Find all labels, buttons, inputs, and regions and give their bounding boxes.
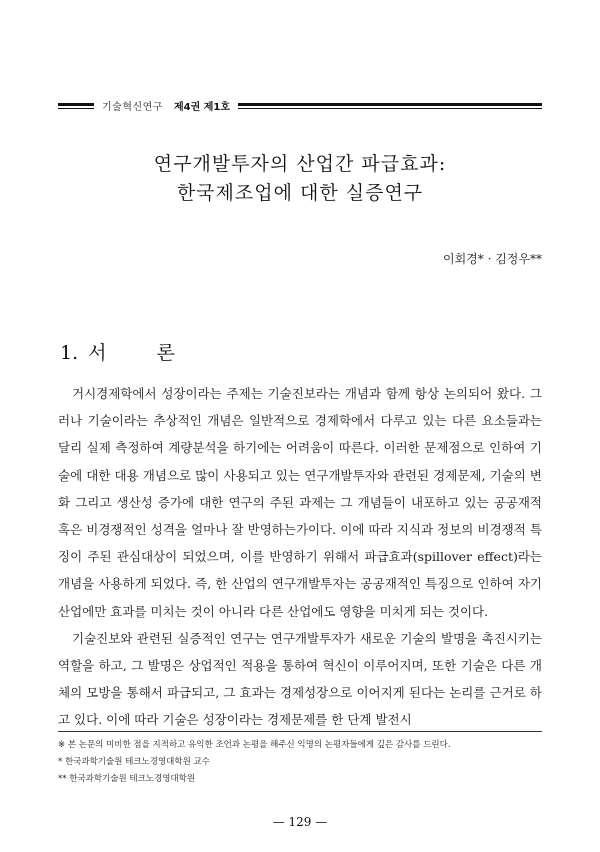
footnote-divider [58,731,542,732]
title-line-2: 한국제조업에 대한 실증연구 [176,182,424,204]
footnote-author-2: ** 한국과학기술원 테크노경영대학원 [58,774,196,784]
section-number: 1. [60,342,79,364]
section-heading [60,338,197,365]
running-header [58,98,542,114]
paragraph: 기술진보와 관련된 실증적인 연구는 연구개발투자가 새로운 기술의 발명을 촉진시키는 역할을 하고, 그 발명은 상업적인 적용을 통하여 혁신이 이루어지며, 또한 기술은 다른 개체의 모방을 통해서 파급되고, 그 효과는 경제성장으로 이어지게 된다는 논리를 근거로 하고 있다. 이에 따라 기술은 성장이라는 경제문제를 한 단계 발전시 [58,630,542,728]
author-names: 이회경* · 김정우** [443,252,542,266]
paper-title [0,150,600,208]
footnotes [58,737,542,788]
body-text [58,380,542,734]
title-line-1: 연구개발투자의 산업간 파급효과: [153,153,447,175]
journal-volume: 제4권 제1호 [174,102,231,113]
header-rule-left-thin [58,108,94,109]
header-rule-right [238,103,542,106]
footnote-acknowledgement: ※ 본 논문의 미비한 점을 지적하고 유익한 조언과 논평을 해주신 익명의 논평자들에게 깊은 감사를 드린다. [58,740,451,750]
page-number: — 129 — [272,815,328,829]
section-title: 서 론 [88,342,197,364]
journal-name: 기술혁신연구 [102,102,163,113]
paragraph: 거시경제학에서 성장이라는 주제는 기술진보라는 개념과 함께 항상 논의되어 왔다. 그러나 기술이라는 추상적인 개념은 일반적으로 경제학에서 다루고 있는 다른 요소들과는 달리 실제 측정하여 계량분석을 하기에는 어려움이 따른다. 이러한 문제점으로 인하여 기술에 대한 대용 개념으로 많이 사용되고 있는 연구개발투자와 관련된 경제문제, 기술의 변화 그리고 생산성 증가에 대한 연구의 주된 과제는 그 개념들이 내포하고 있는 공공재적 혹은 비경쟁적인 성격을 얼마나 잘 반영하는가이다. 이에 따라 지식과 정보의 비경쟁적 특징이 주된 관심대상이 되었으며, 이를 반영하기 위해서 파급효과(spillover effect)라는 개념을 사용하게 되었다. 즉, 한 산업의 연구개발투자는 공공재적인 특징으로 인하여 자기 산업에만 효과를 미치는 것이 아니라 다른 산업에도 영향을 미치게 되는 것이다. [58,386,542,619]
footnote-author-1: * 한국과학기술원 테크노경영대학원 교수 [58,757,210,767]
header-rule-left [58,103,94,106]
header-rule-right-thin [238,108,542,109]
